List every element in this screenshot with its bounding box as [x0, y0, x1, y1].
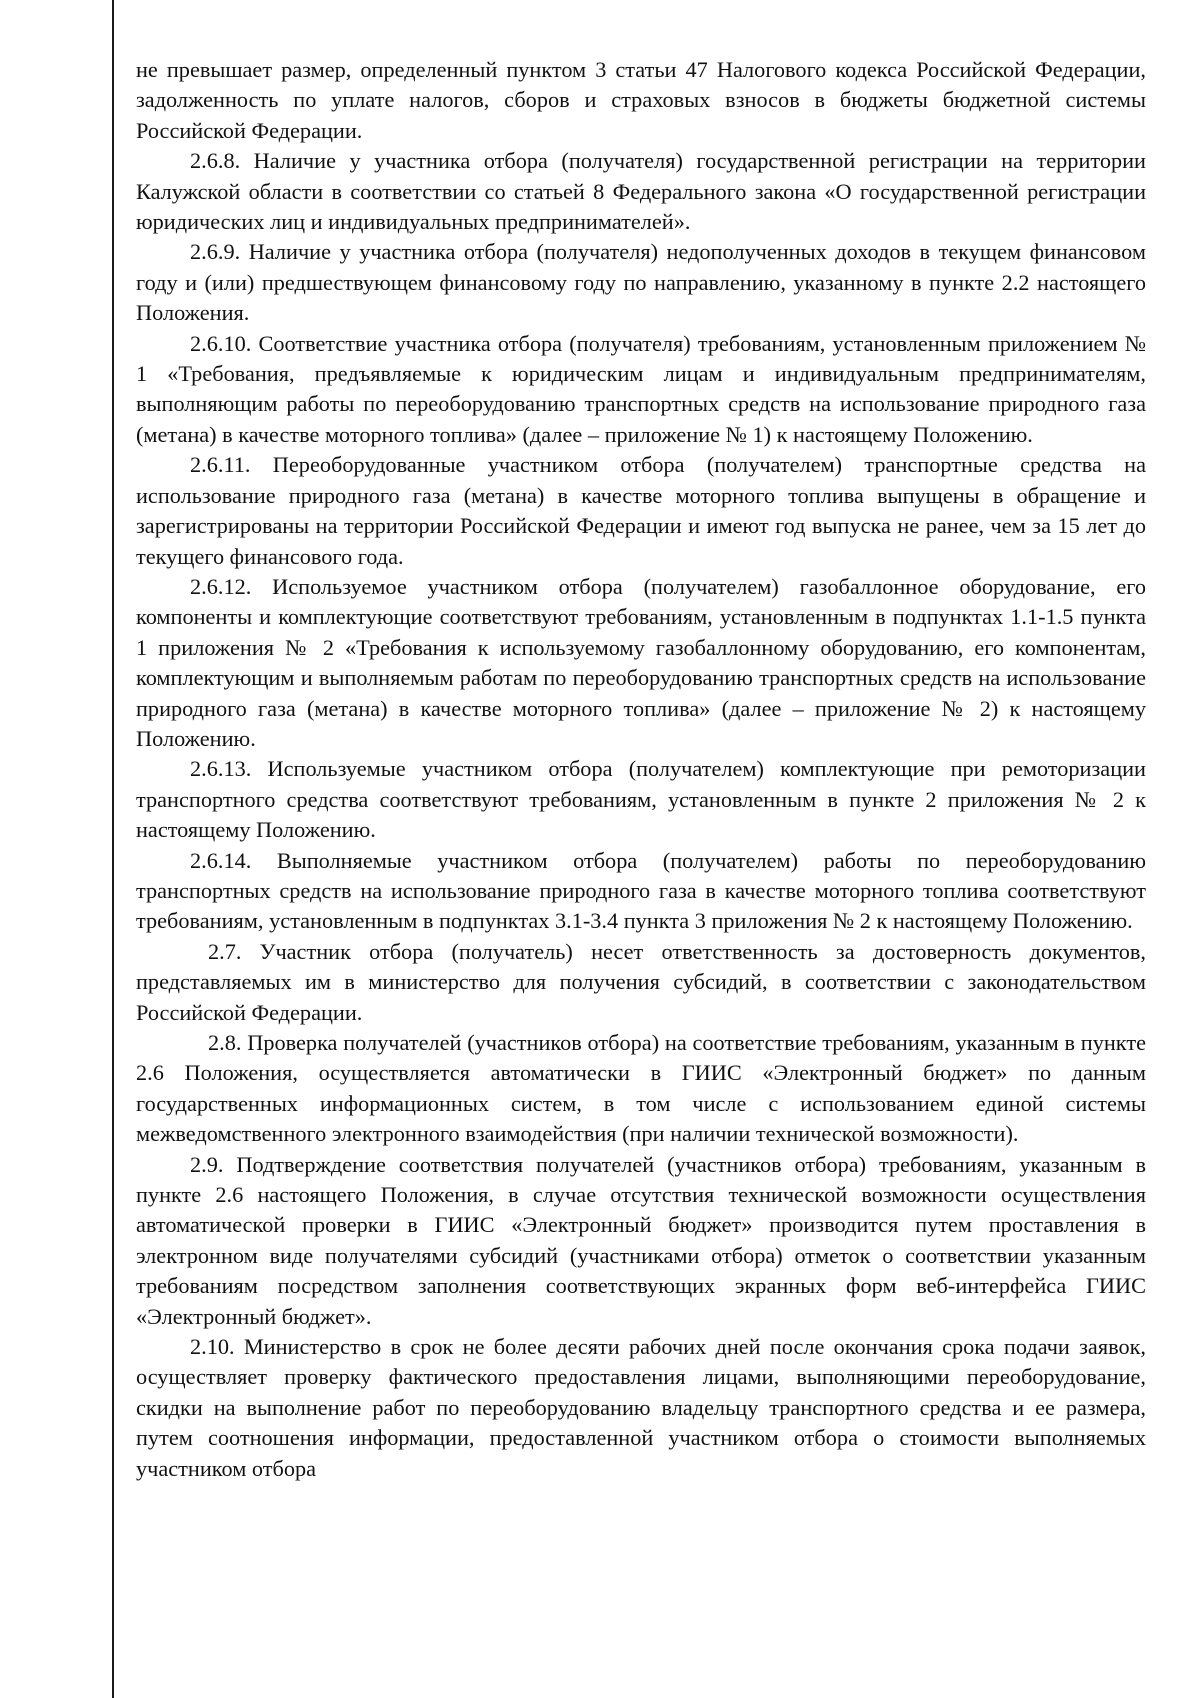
paragraph-2-6-14: 2.6.14. Выполняемые участником отбора (получателем) работы по переоборудованию транспортных средств на использование природного газа в качестве моторного топлива соответствуют требованиям, установленным в подпунктах 3.1-3.4 пункта 3 приложения № 2 к настоящему Положению. [136, 847, 1146, 934]
paragraph-2-6-8: 2.6.8. Наличие у участника отбора (получателя) государственной регистрации на территории Калужской области в соответствии со статьей 8 Федерального закона «О государственной регистрации юридических лиц и индивидуальных предпринимателей». [136, 148, 1146, 235]
paragraph-2-6-12: 2.6.12. Используемое участником отбора (получателем) газобаллонное оборудование, его компоненты и комплектующие соответствуют требованиям, установленным в подпунктах 1.1-1.5 пункта 1 приложения № 2 «Требования к используемому газобаллонному оборудованию, его компонентам, комплектующим и выполняемым работам по переоборудованию транспортных средств на использование природного газа (метана) в качестве моторного топлива» (далее – приложение № 2) к настоящему Положению. [136, 573, 1146, 751]
paragraph-2-10: 2.10. Министерство в срок не более десяти рабочих дней после окончания срока подачи заявок, осуществляет проверку фактического предоставления лицами, выполняющими переоборудование, скидки на выполнение работ по переоборудованию владельцу транспортного средства и ее размера, путем соотношения информации, предоставленной участником отбора о стоимости выполняемых участником отбора [136, 1334, 1146, 1481]
paragraph-2-6-11: 2.6.11. Переоборудованные участником отбора (получателем) транспортные средства на использование природного газа (метана) в качестве моторного топлива выпущены в обращение и зарегистрированы на территории Российской Федерации и имеют год выпуска не ранее, чем за 15 лет до текущего финансового года. [136, 452, 1146, 569]
paragraph-2-6-9: 2.6.9. Наличие у участника отбора (получателя) недополученных доходов в текущем финансовом году и (или) предшествующем финансовому году по направлению, указанному в пункте 2.2 настоящего Положения. [136, 239, 1146, 326]
page-margin-rule [112, 0, 114, 1698]
paragraph-2-6-10: 2.6.10. Соответствие участника отбора (получателя) требованиям, установленным приложением № 1 «Требования, предъявляемые к юридическим лицам и индивидуальным предпринимателям, выполняющим работы по переоборудованию транспортных средств на использование природного газа (метана) в качестве моторного топлива» (далее – приложение № 1) к настоящему Положению. [136, 330, 1146, 447]
paragraph-continuation: не превышает размер, определенный пунктом 3 статьи 47 Налогового кодекса Российской Федерации, задолженность по уплате налогов, сборов и страховых взносов в бюджеты бюджетной системы Российской Федерации. [136, 57, 1146, 143]
document-body [136, 55, 1146, 1484]
paragraph-2-6-13: 2.6.13. Используемые участником отбора (получателем) комплектующие при ремоторизации транспортного средства соответствуют требованиям, установленным в пункте 2 приложения № 2 к настоящему Положению. [136, 756, 1146, 843]
paragraph-2-9: 2.9. Подтверждение соответствия получателей (участников отбора) требованиям, указанным в пункте 2.6 настоящего Положения, в случае отсутствия технической возможности осуществления автоматической проверки в ГИИС «Электронный бюджет» производится путем проставления в электронном виде получателями субсидий (участниками отбора) отметок о соответствии указанным требованиям посредством заполнения соответствующих экранных форм веб-интерфейса ГИИС «Электронный бюджет». [136, 1151, 1146, 1329]
paragraph-2-8: 2.8. Проверка получателей (участников отбора) на соответствие требованиям, указанным в пункте 2.6 Положения, осуществляется автоматически в ГИИС «Электронный бюджет» по данным государственных информационных систем, в том числе с использованием единой системы межведомственного электронного взаимодействия (при наличии технической возможности). [136, 1030, 1146, 1147]
paragraph-2-7: 2.7. Участник отбора (получатель) несет ответственность за достоверность документов, представляемых им в министерство для получения субсидий, в соответствии с законодательством Российской Федерации. [136, 938, 1146, 1025]
